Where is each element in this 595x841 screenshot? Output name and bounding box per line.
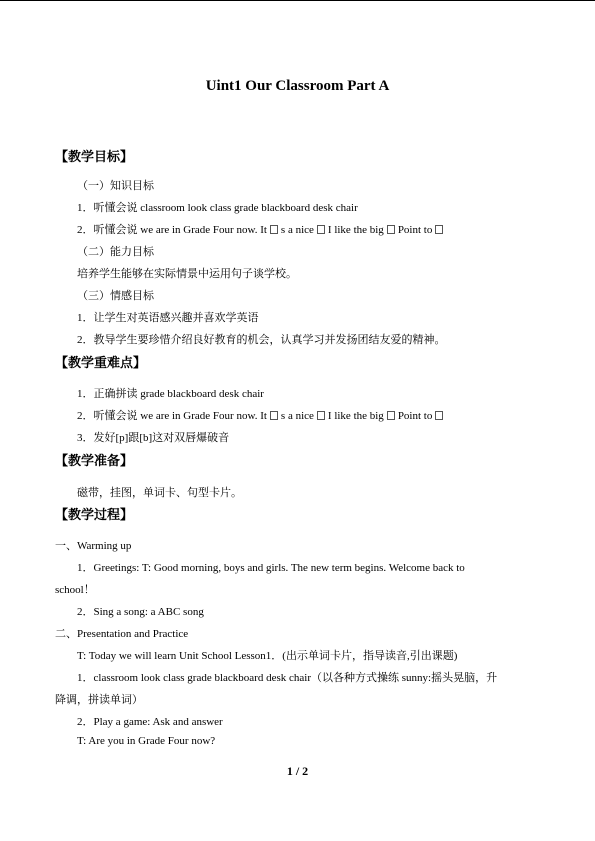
objectives-item-2-part-c: I like the big bbox=[327, 224, 384, 236]
objectives-emotion-2: 2．教导学生要珍惜介绍良好教育的机会，认真学习并发扬团结友爱的精神。 bbox=[77, 334, 446, 346]
placeholder-box-icon bbox=[435, 225, 443, 234]
process-teacher-intro: T: Today we will learn Unit School Lesson1．(出示单词卡片，指导读音,引出课题) bbox=[77, 650, 458, 662]
page-number: 1 / 2 bbox=[286, 764, 309, 778]
objectives-item-2-part-b: s a nice bbox=[280, 224, 314, 236]
heading-objectives: 【教学目标】 bbox=[55, 150, 134, 165]
placeholder-box-icon bbox=[317, 225, 325, 234]
key-point-1: 1．正确拼读 grade blackboard desk chair bbox=[77, 388, 264, 400]
process-greetings-line-1: 1．Greetings: T: Good morning, boys and girls. The new term begins. Welcome back to bbox=[77, 562, 465, 574]
objectives-sub-ability: （二）能力目标 bbox=[77, 246, 154, 258]
objectives-item-1: 1．听懂会说 classroom look class grade blackboard desk chair bbox=[77, 202, 358, 214]
key-point-2-part-d: Point to bbox=[397, 410, 433, 422]
objectives-item-2 bbox=[77, 221, 446, 237]
objectives-sub-emotion: （三）情感目标 bbox=[77, 290, 154, 302]
process-words-line-2: 降调，拼读单词） bbox=[55, 694, 143, 706]
process-step-presentation: 二、Presentation and Practice bbox=[55, 628, 189, 640]
process-play-game: 2．Play a game: Ask and answer bbox=[77, 716, 223, 728]
objectives-item-2-part-a: 2．听懂会说 we are in Grade Four now. It bbox=[77, 224, 267, 236]
process-teacher-question: T: Are you in Grade Four now? bbox=[77, 735, 216, 747]
heading-process: 【教学过程】 bbox=[55, 508, 134, 523]
process-greetings-line-2: school！ bbox=[55, 584, 95, 596]
objectives-sub-knowledge: （一）知识目标 bbox=[77, 180, 154, 192]
placeholder-box-icon bbox=[387, 225, 395, 234]
key-point-2 bbox=[77, 407, 446, 423]
key-point-2-part-b: s a nice bbox=[280, 410, 314, 422]
objectives-item-2-part-d: Point to bbox=[397, 224, 433, 236]
key-point-2-part-c: I like the big bbox=[327, 410, 384, 422]
placeholder-box-icon bbox=[317, 411, 325, 420]
process-words-line-1: 1．classroom look class grade blackboard desk chair（以各种方式操练 sunny:摇头晃脑，升 bbox=[77, 672, 498, 684]
objectives-ability-text: 培养学生能够在实际情景中运用句子谈学校。 bbox=[77, 268, 297, 280]
placeholder-box-icon bbox=[270, 225, 278, 234]
key-point-2-part-a: 2．听懂会说 we are in Grade Four now. It bbox=[77, 410, 267, 422]
placeholder-box-icon bbox=[435, 411, 443, 420]
preparation-text: 磁带，挂图，单词卡、句型卡片。 bbox=[77, 487, 242, 499]
process-sing-song: 2．Sing a song: a ABC song bbox=[77, 606, 204, 618]
page-title: Uint1 Our Classroom Part A bbox=[205, 78, 390, 94]
process-step-warming-up: 一、Warming up bbox=[55, 540, 132, 552]
placeholder-box-icon bbox=[270, 411, 278, 420]
key-point-3: 3．发好[p]跟[b]这对双唇爆破音 bbox=[77, 432, 230, 444]
heading-preparation: 【教学准备】 bbox=[55, 454, 134, 469]
top-rule bbox=[0, 0, 595, 1]
heading-key-points: 【教学重难点】 bbox=[55, 356, 147, 371]
placeholder-box-icon bbox=[387, 411, 395, 420]
objectives-emotion-1: 1．让学生对英语感兴趣并喜欢学英语 bbox=[77, 312, 259, 324]
